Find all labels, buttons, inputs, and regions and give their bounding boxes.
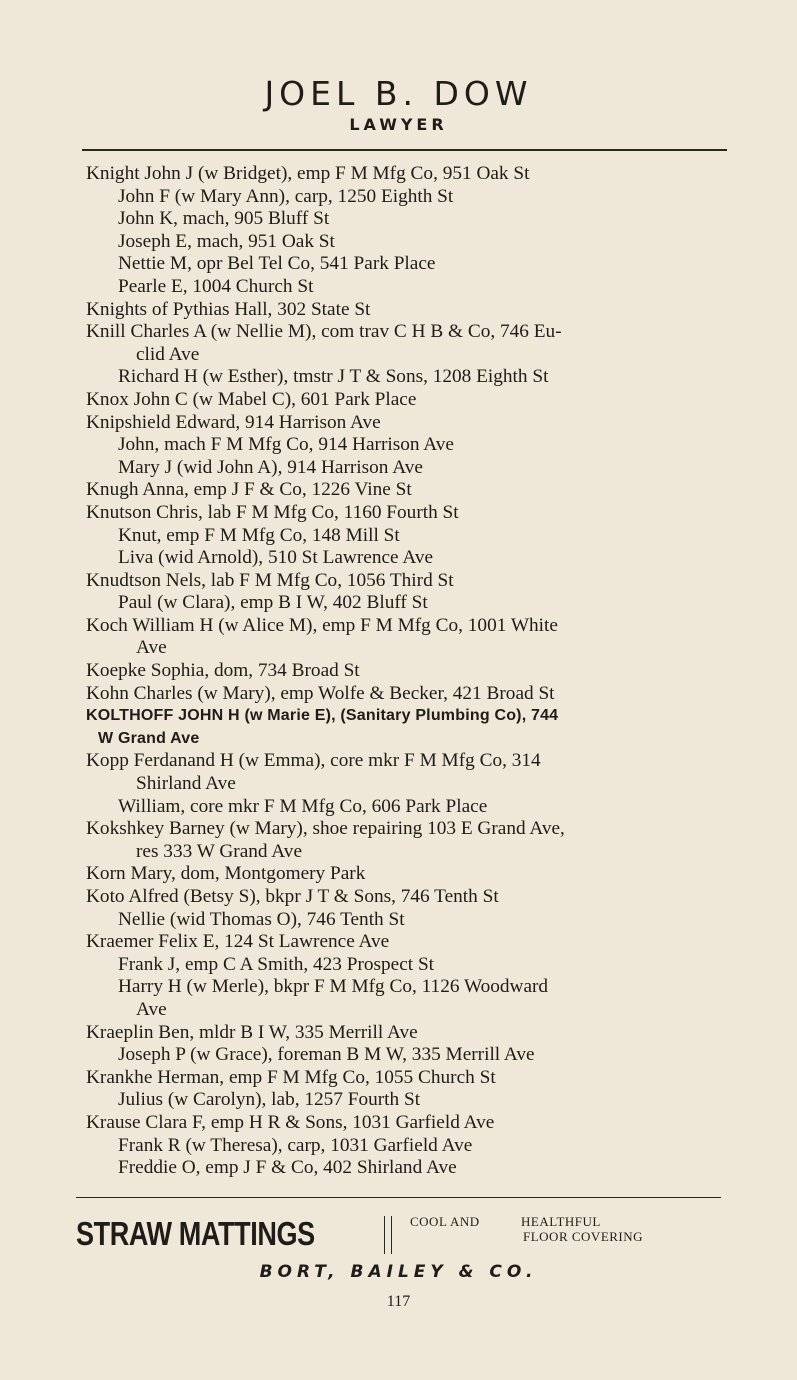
directory-entry: Kopp Ferdanand H (w Emma), core mkr F M Mfg Co, 314 [86,750,541,772]
directory-entry: Knugh Anna, emp J F & Co, 1226 Vine St [86,479,412,501]
directory-entry: W Grand Ave [98,729,200,747]
directory-entry: res 333 W Grand Ave [136,840,302,862]
ad-tagline-cool: COOL AND [410,1214,480,1229]
directory-entry: Joseph P (w Grace), foreman B M W, 335 Merrill Ave [118,1044,535,1066]
directory-entry: Shirland Ave [136,773,236,795]
ad-tagline-healthful: HEALTHFUL [521,1214,601,1229]
directory-entry: Knut, emp F M Mfg Co, 148 Mill St [118,524,400,546]
ad-tagline-floor: FLOOR COVERING [523,1229,644,1244]
directory-entry: John, mach F M Mfg Co, 914 Harrison Ave [118,434,454,456]
directory-entry: Ave [136,637,167,659]
advertiser-profession: LAWYER [349,115,448,134]
directory-entry: John F (w Mary Ann), carp, 1250 Eighth St [118,185,454,207]
directory-entry: Korn Mary, dom, Montgomery Park [86,863,366,885]
directory-entries [86,163,726,1180]
directory-entry: Knipshield Edward, 914 Harrison Ave [86,411,381,433]
directory-entry: Kohn Charles (w Mary), emp Wolfe & Becker, 421 Broad St [86,682,555,704]
directory-entry: Harry H (w Merle), bkpr F M Mfg Co, 1126 Woodward [118,976,549,998]
directory-entry: Knudtson Nels, lab F M Mfg Co, 1056 Third St [86,569,454,591]
directory-entry: clid Ave [136,343,200,365]
directory-entry: John K, mach, 905 Bluff St [118,208,330,230]
directory-entry: Knutson Chris, lab F M Mfg Co, 1160 Fourth St [86,501,459,523]
directory-entry: Pearle E, 1004 Church St [118,275,314,297]
advertiser-name: JOEL B. DOW [264,74,533,113]
directory-entry: Mary J (wid John A), 914 Harrison Ave [118,456,423,478]
directory-entry: Freddie O, emp J F & Co, 402 Shirland Ave [118,1157,457,1179]
footer-divider [76,1197,721,1198]
directory-entry: Liva (wid Arnold), 510 St Lawrence Ave [118,547,434,569]
directory-entry: Knill Charles A (w Nellie M), com trav C H B & Co, 746 Eu- [86,321,562,343]
directory-entry: Nettie M, opr Bel Tel Co, 541 Park Place [118,253,436,275]
directory-entry: Knights of Pythias Hall, 302 State St [86,298,371,320]
directory-entry: Koepke Sophia, dom, 734 Broad St [86,660,360,682]
directory-entry: Paul (w Clara), emp B I W, 402 Bluff St [118,592,428,614]
directory-entry: Julius (w Carolyn), lab, 1257 Fourth St [118,1089,421,1111]
directory-entry: Koto Alfred (Betsy S), bkpr J T & Sons, 746 Tenth St [86,886,499,907]
directory-entry: KOLTHOFF JOHN H (w Marie E), (Sanitary Plumbing Co), 744 [86,707,559,725]
page-number: 117 [386,1293,411,1310]
directory-entry: Krause Clara F, emp H R & Sons, 1031 Garfield Ave [86,1111,495,1133]
directory-entry: Krankhe Herman, emp F M Mfg Co, 1055 Church St [86,1066,496,1088]
directory-entry: Kraeplin Ben, mldr B I W, 335 Merrill Ave [86,1021,418,1043]
header-divider [82,149,727,151]
directory-entry: Frank J, emp C A Smith, 423 Prospect St [118,953,435,975]
directory-entry: Ave [136,998,167,1020]
footer-advertisement [76,1210,726,1260]
directory-entry: Joseph E, mach, 951 Oak St [118,230,335,252]
directory-entry: Knox John C (w Mabel C), 601 Park Place [86,388,417,410]
directory-entry: Knight John J (w Bridget), emp F M Mfg Co, 951 Oak St [86,163,530,184]
directory-entry: Kokshkey Barney (w Mary), shoe repairing 103 E Grand Ave, [86,818,565,840]
directory-entry: Nellie (wid Thomas O), 746 Tenth St [118,908,405,930]
directory-entry: William, core mkr F M Mfg Co, 606 Park Place [118,795,488,817]
directory-entry: Koch William H (w Alice M), emp F M Mfg Co, 1001 White [86,614,558,636]
directory-entry: Frank R (w Theresa), carp, 1031 Garfield Ave [118,1134,473,1156]
ad-separator-bars [384,1216,392,1254]
ad-firm-name: BORT, BAILEY & CO. [259,1262,538,1282]
directory-entry: Kraemer Felix E, 124 St Lawrence Ave [86,931,390,953]
ad-headline: STRAW MATTINGS [76,1215,315,1252]
directory-entry: Richard H (w Esther), tmstr J T & Sons, 1208 Eighth St [118,366,549,388]
